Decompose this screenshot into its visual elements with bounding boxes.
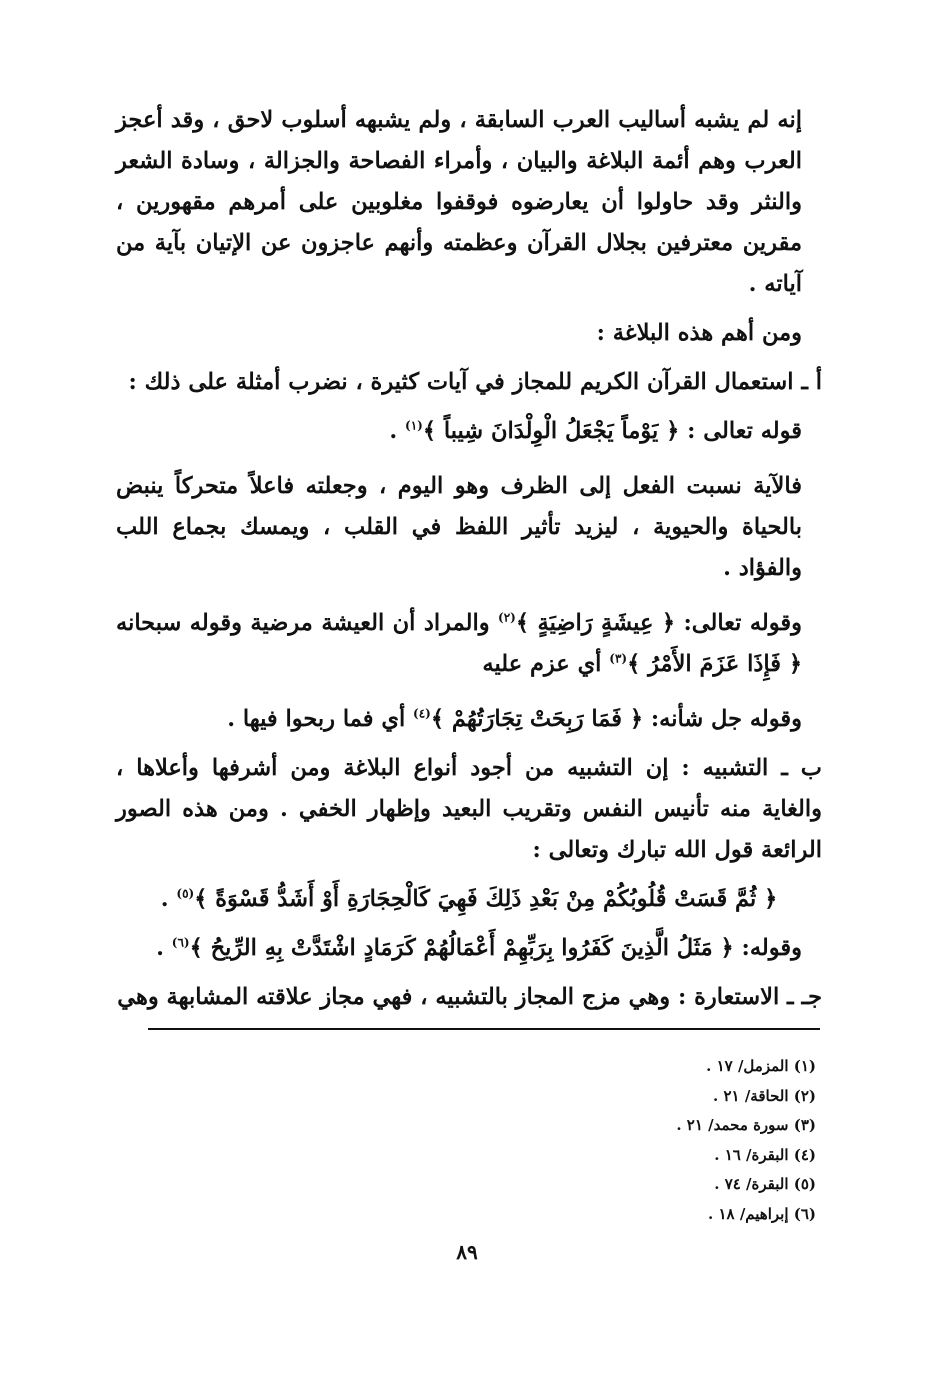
footnotes-list <box>256 1052 816 1229</box>
explanation-paragraph: فالآية نسبت الفعل إلى الظرف وهو اليوم ، وجعلته فاعلاً متحركاً ينبض بالحياة والحيوية ، ليزيد تأثير اللفظ في القلب ، ويمسك بجماع اللب والفؤاد . <box>116 473 802 581</box>
example-1-verse: ﴿ يَوْماً يَجْعَلُ الْوِلْدَانَ شِيباً ﴾ <box>422 418 680 444</box>
example-4-line <box>116 699 822 740</box>
example-1-end: . <box>389 418 406 444</box>
example-1-line <box>116 411 822 452</box>
verse-5-line <box>116 879 822 920</box>
example-2-verse: ﴿ عِيشَةٍ رَاضِيَةٍ ﴾ <box>515 610 676 636</box>
verse-6-end: . <box>156 935 172 961</box>
footnote-divider <box>148 1028 820 1030</box>
example-3-end: أي عزم عليه <box>482 651 610 677</box>
footnote-ref-6: (٦) <box>171 935 190 950</box>
page-body <box>116 100 822 1018</box>
example-2-paragraph <box>116 603 822 685</box>
item-c-paragraph: جـ ـ الاستعارة : وهي مزج المجاز بالتشبيه ، فهي مجاز علاقته المشابهة وهي <box>117 984 822 1010</box>
item-a-paragraph: أ ـ استعمال القرآن الكريم للمجاز في آيات كثيرة ، نضرب أمثلة على ذلك : <box>128 369 822 395</box>
footnote-4: (٤) البقرة/ ١٦ . <box>714 1145 816 1164</box>
example-3-verse: ﴿ فَإِذَا عَزَمَ الأَمْرُ ﴾ <box>627 651 802 677</box>
footnote-6: (٦) إبراهيم/ ١٨ . <box>708 1204 816 1223</box>
verse-6-lead: وقوله: <box>733 935 802 961</box>
example-2-lead: وقوله تعالى: <box>675 610 803 636</box>
page-number: ٨٩ <box>456 1240 478 1264</box>
example-1-lead: قوله تعالى : <box>679 418 802 444</box>
verse-5-end: . <box>160 886 177 912</box>
example-4-verse: ﴿ فَمَا رَبِحَتْ تِجَارَتُهُمْ ﴾ <box>430 706 644 732</box>
footnote-ref-1: (١) <box>405 418 423 433</box>
footnote-5: (٥) البقرة/ ٧٤ . <box>714 1175 816 1193</box>
example-2-middle: والمراد أن العيشة مرضية وقوله سبحانه <box>116 610 499 636</box>
footnote-ref-4: (٤) <box>413 706 431 721</box>
footnote-1: (١) المزمل/ ١٧ . <box>706 1057 816 1075</box>
verse-6-line <box>116 928 822 969</box>
footnote-ref-5: (٥) <box>176 886 195 901</box>
example-4-lead: وقوله جل شأنه: <box>643 706 802 732</box>
item-b-paragraph: ب ـ التشبيه : إن التشبيه من أجود أنواع البلاغة ومن أشرفها وأعلاها ، والغاية منه تأنيس النفس وتقريب البعيد وإظهار الخفي . ومن هذه الصور الرائعة قول الله تبارك وتعالى : <box>116 755 822 863</box>
footnote-3: (٣) سورة محمد/ ٢١ . <box>676 1116 816 1134</box>
verse-6: ﴿ مَثَلُ الَّذِينَ كَفَرُوا بِرَبِّهِمْ أَعْمَالُهُمْ كَرَمَادٍ اشْتَدَّتْ بِهِ الرِّيحُ ﴾ <box>189 935 734 961</box>
verse-5: ﴿ ثُمَّ قَسَتْ قُلُوبُكُمْ مِنْ بَعْدِ ذَلِكَ فَهِيَ كَالْحِجَارَةِ أَوْ أَشَدُّ قَسْوَةً ﴾ <box>194 886 778 912</box>
footnote-ref-3: (٣) <box>609 651 628 666</box>
intro-paragraph: إنه لم يشبه أساليب العرب السابقة ، ولم يشبهه أسلوب لاحق ، وقد أعجز العرب وهم أئمة البلاغة والبيان ، وأمراء الفصاحة والجزالة ، وسادة الشعر والنثر وقد حاولوا أن يعارضوه فوقفوا مغلوبين على أمرهم مقهورين ، مقرين معترفين بجلال القرآن وعظمته وأنهم عاجزون عن الإتيان بآية من آياته . <box>116 107 802 297</box>
example-4-end: أي فما ربحوا فيها . <box>227 706 414 732</box>
section-heading: ومن أهم هذه البلاغة : <box>596 320 802 346</box>
footnote-2: (٢) الحاقة/ ٢١ . <box>713 1086 816 1105</box>
footnote-ref-2: (٢) <box>498 610 516 625</box>
